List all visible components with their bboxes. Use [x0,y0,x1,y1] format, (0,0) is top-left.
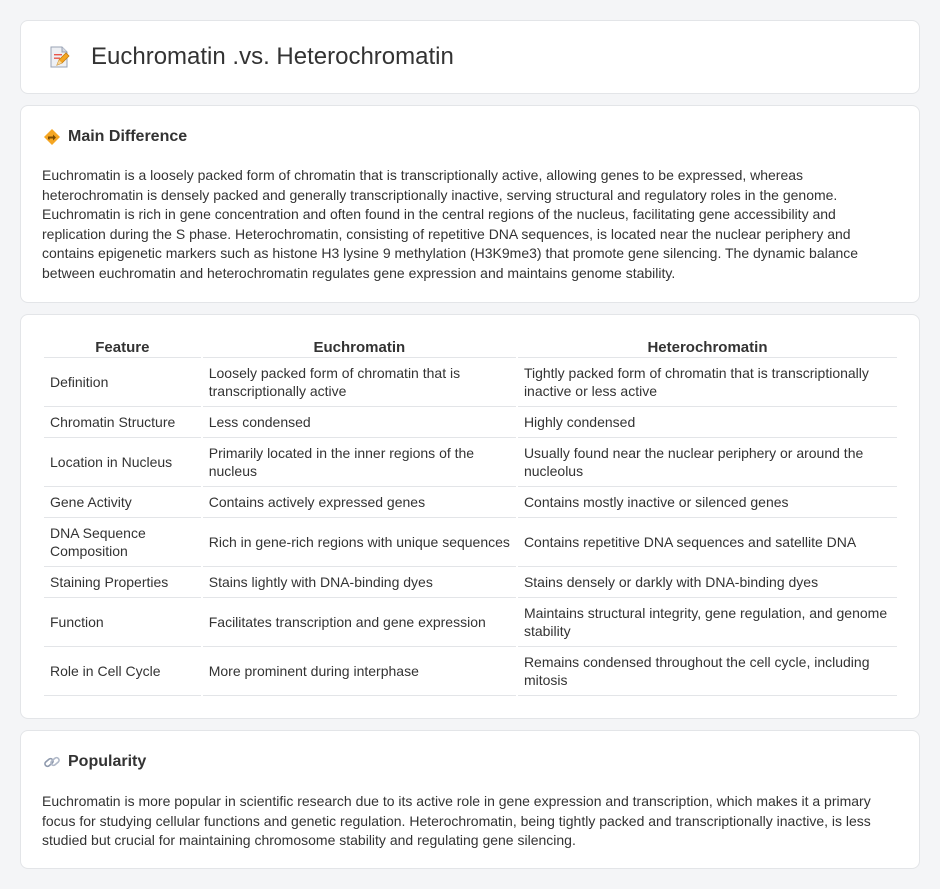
heterochromatin-cell: Highly condensed [518,407,897,438]
euchromatin-cell: More prominent during interphase [203,647,516,696]
table-row [44,438,897,487]
table-row [44,567,897,598]
feature-cell: Role in Cell Cycle [44,647,201,696]
euchromatin-cell: Facilitates transcription and gene expression [203,598,516,647]
main-difference-card [20,105,920,303]
feature-cell: DNA Sequence Composition [44,518,201,567]
heterochromatin-cell: Stains densely or darkly with DNA-binding dyes [518,567,897,598]
table-header-row [44,337,897,358]
main-difference-text: Euchromatin is a loosely packed form of chromatin that is transcriptionally active, allowing genes to be expressed, whereas heterochromatin is densely packed and generally transcriptionally inactive, serving structural and regulatory roles in the genome. Euchromatin is rich in gene concentration and often found in the central regions of the nucleus, facilitating gene accessibility and replication during the S phase. Heterochromatin, consisting of repetitive DNA sequences, is located near the nuclear periphery and contains epigenetic markers such as histone H3 lysine 9 methylation (H3K9me3) that promote gene silencing. The dynamic balance between euchromatin and heterochromatin regulates gene expression and maintains genome stability. [42,167,859,281]
header-euchromatin: Euchromatin [203,337,516,358]
euchromatin-cell: Rich in gene-rich regions with unique sequences [203,518,516,567]
header-feature: Feature [44,337,201,358]
comparison-table [42,337,899,696]
popularity-title: Popularity [68,753,147,770]
heterochromatin-cell: Tightly packed form of chromatin that is transcriptionally inactive or less active [518,358,897,407]
main-difference-title: Main Difference [68,128,188,145]
title-card [20,20,920,94]
heterochromatin-cell: Maintains structural integrity, gene regulation, and genome stability [518,598,897,647]
header-heterochromatin: Heterochromatin [518,337,897,358]
table-row [44,487,897,518]
euchromatin-cell: Loosely packed form of chromatin that is transcriptionally active [203,358,516,407]
euchromatin-cell: Primarily located in the inner regions of the nucleus [203,438,516,487]
feature-cell: Location in Nucleus [44,438,201,487]
table-row [44,358,897,407]
heterochromatin-cell: Remains condensed throughout the cell cycle, including mitosis [518,647,897,696]
feature-cell: Definition [44,358,201,407]
euchromatin-cell: Contains actively expressed genes [203,487,516,518]
document-pencil-icon [47,45,71,69]
table-row [44,647,897,696]
feature-cell: Staining Properties [44,567,201,598]
comparison-card [20,314,920,719]
feature-cell: Gene Activity [44,487,201,518]
popularity-card [20,730,920,869]
link-icon [43,753,61,771]
euchromatin-cell: Stains lightly with DNA-binding dyes [203,567,516,598]
popularity-text: Euchromatin is more popular in scientific research due to its active role in gene expression and transcription, which makes it a primary focus for studying cellular functions and genetic regulation. Heterochromatin, being tightly packed and transcriptionally inactive, is less studied but crucial for maintaining chromosome stability and regulating gene silencing. [42,793,871,848]
page-title: Euchromatin .vs. Heterochromatin [91,43,454,70]
heterochromatin-cell: Usually found near the nuclear periphery or around the nucleolus [518,438,897,487]
table-row [44,598,897,647]
table-row [44,518,897,567]
table-row [44,407,897,438]
heterochromatin-cell: Contains mostly inactive or silenced genes [518,487,897,518]
feature-cell: Function [44,598,201,647]
euchromatin-cell: Less condensed [203,407,516,438]
feature-cell: Chromatin Structure [44,407,201,438]
heterochromatin-cell: Contains repetitive DNA sequences and satellite DNA [518,518,897,567]
diamond-arrow-icon [43,128,61,146]
